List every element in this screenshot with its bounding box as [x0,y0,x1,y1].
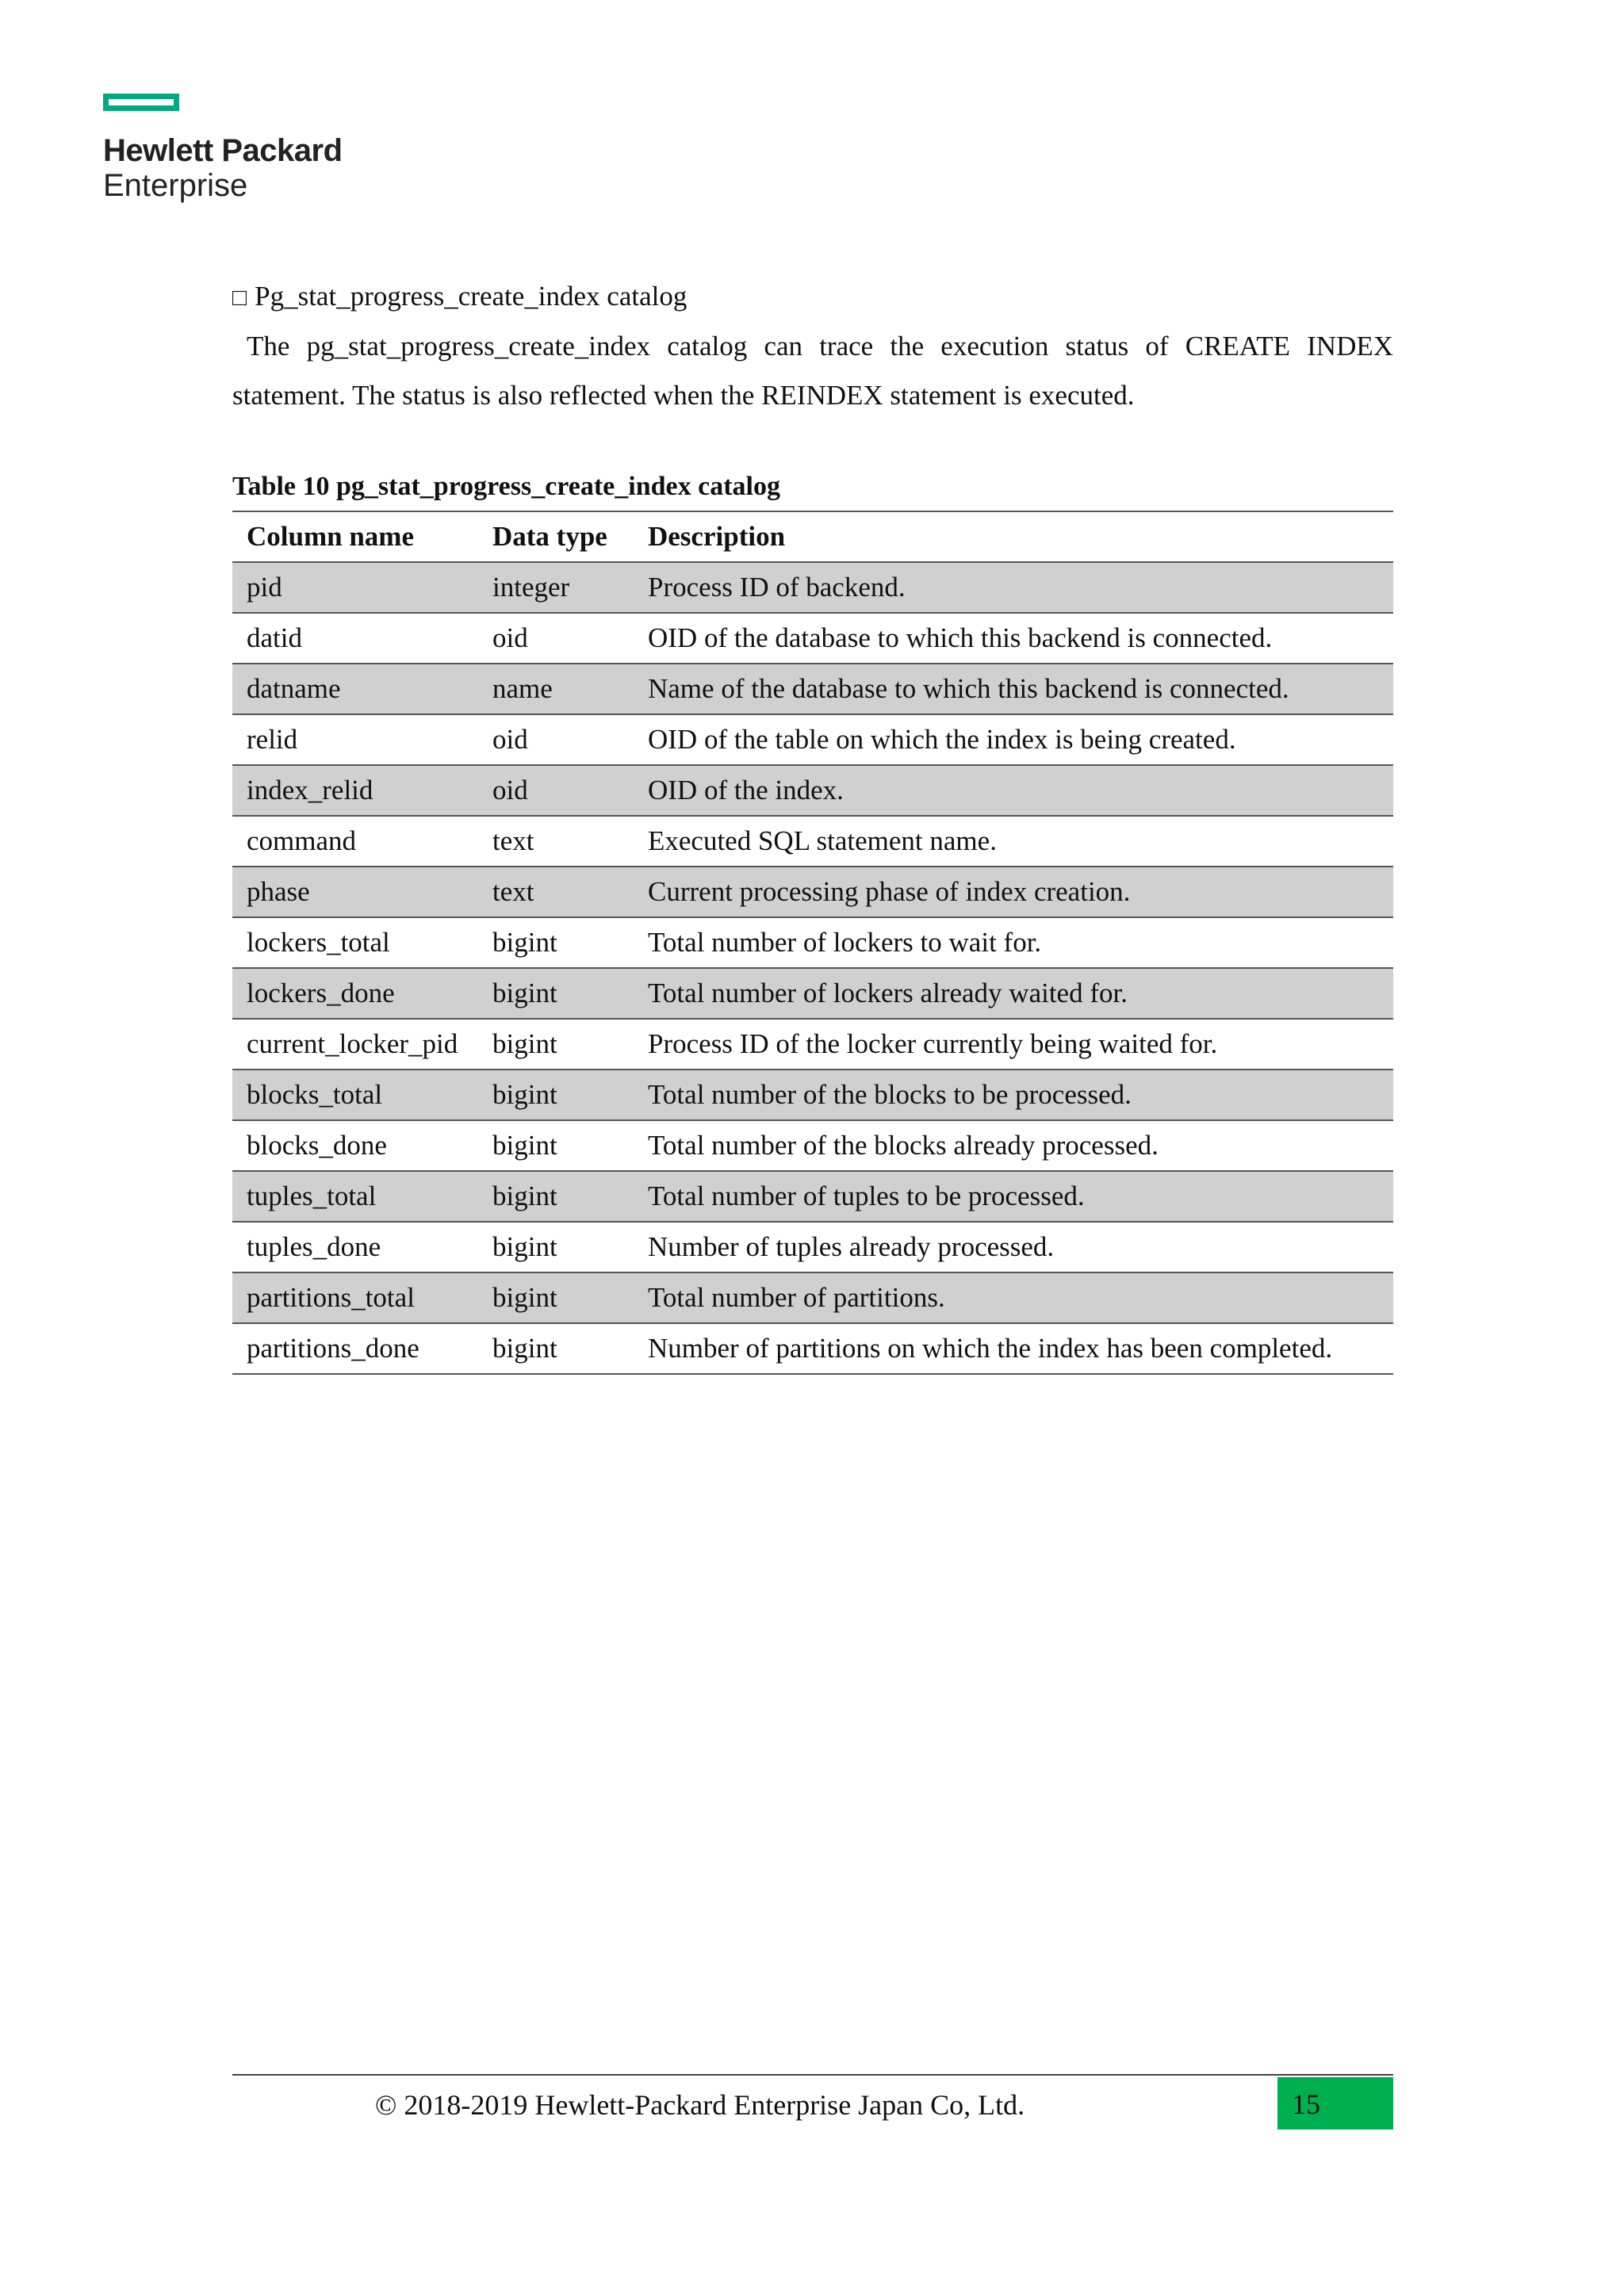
table-row [232,765,1393,816]
table-row [232,1120,1393,1171]
cell-column-name: lockers_total [232,917,485,968]
table-row [232,613,1393,664]
cell-description: OID of the index. [634,765,1393,816]
cell-column-name: datname [232,664,485,714]
table-row [232,867,1393,917]
cell-column-name: datid [232,613,485,664]
table-row [232,1272,1393,1323]
table-row [232,1171,1393,1222]
cell-column-name: current_locker_pid [232,1019,485,1070]
cell-description: Total number of lockers already waited for. [634,968,1393,1019]
cell-data-type: bigint [485,1120,634,1171]
cell-column-name: partitions_total [232,1272,485,1323]
cell-data-type: oid [485,765,634,816]
table-row [232,917,1393,968]
cell-column-name: blocks_done [232,1120,485,1171]
cell-data-type: text [485,816,634,867]
cell-data-type: bigint [485,917,634,968]
logo-bar-icon [103,94,179,111]
table-row [232,816,1393,867]
cell-data-type: bigint [485,968,634,1019]
cell-data-type: oid [485,714,634,765]
header-column-name: Column name [232,511,485,562]
logo-text-line1: Hewlett Packard [103,133,343,168]
cell-column-name: tuples_total [232,1171,485,1222]
cell-description: Process ID of the locker currently being waited for. [634,1019,1393,1070]
cell-description: Current processing phase of index creation. [634,867,1393,917]
cell-column-name: relid [232,714,485,765]
page-content [232,277,1393,1375]
section-paragraph: The pg_stat_progress_create_index catalog can trace the execution status of CREATE INDEX statement. The status is also reflected when the REINDEX statement is executed. [232,331,1393,411]
table-row [232,1323,1393,1374]
cell-description: OID of the table on which the index is being created. [634,714,1393,765]
cell-column-name: blocks_total [232,1070,485,1120]
cell-column-name: command [232,816,485,867]
cell-description: Total number of tuples to be processed. [634,1171,1393,1222]
logo-text-line2: Enterprise [103,168,248,203]
cell-data-type: bigint [485,1323,634,1374]
header-data-type: Data type [485,511,634,562]
cell-description: Total number of lockers to wait for. [634,917,1393,968]
catalog-table [232,511,1393,1375]
cell-column-name: phase [232,867,485,917]
page-number: 15 [1292,2088,1320,2120]
cell-column-name: tuples_done [232,1222,485,1272]
cell-data-type: oid [485,613,634,664]
table-caption: Table 10 pg_stat_progress_create_index catalog [232,472,780,501]
page-footer [232,2074,1393,2131]
footer-copyright: © 2018-2019 Hewlett-Packard Enterprise Japan Co, Ltd. [375,2089,1025,2121]
cell-description: Process ID of backend. [634,562,1393,613]
table-row [232,1222,1393,1272]
section-heading-text: Pg_stat_progress_create_index catalog [255,281,688,312]
table-header-row [232,511,1393,562]
cell-column-name: index_relid [232,765,485,816]
header-description: Description [634,511,1393,562]
cell-description: OID of the database to which this backend is connected. [634,613,1393,664]
cell-description: Total number of the blocks already processed. [634,1120,1393,1171]
cell-data-type: text [485,867,634,917]
cell-data-type: name [485,664,634,714]
cell-data-type: bigint [485,1222,634,1272]
cell-description: Total number of the blocks to be processed. [634,1070,1393,1120]
section-heading [232,277,1393,317]
page-number-box [1277,2077,1393,2130]
cell-description: Number of tuples already processed. [634,1222,1393,1272]
table-row [232,1019,1393,1070]
company-logo [103,94,357,203]
cell-description: Name of the database to which this backend is connected. [634,664,1393,714]
cell-column-name: partitions_done [232,1323,485,1374]
cell-data-type: bigint [485,1070,634,1120]
cell-data-type: bigint [485,1171,634,1222]
table-body [232,562,1393,1374]
checkbox-bullet-icon: □ [232,285,247,311]
cell-description: Total number of partitions. [634,1272,1393,1323]
cell-data-type: integer [485,562,634,613]
table-row [232,664,1393,714]
table-row [232,1070,1393,1120]
cell-description: Number of partitions on which the index has been completed. [634,1323,1393,1374]
cell-description: Executed SQL statement name. [634,816,1393,867]
cell-column-name: pid [232,562,485,613]
table-row [232,968,1393,1019]
cell-column-name: lockers_done [232,968,485,1019]
cell-data-type: bigint [485,1019,634,1070]
table-row [232,562,1393,613]
table-row [232,714,1393,765]
cell-data-type: bigint [485,1272,634,1323]
